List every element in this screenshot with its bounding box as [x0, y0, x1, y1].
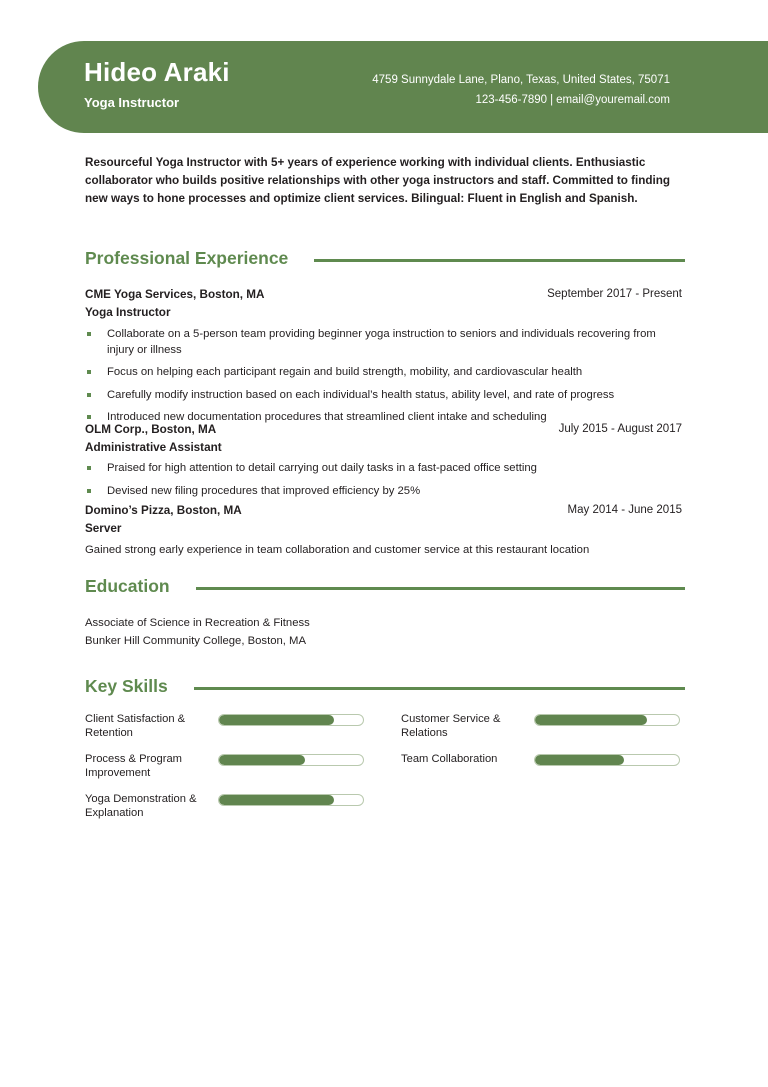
- list-item: [85, 461, 682, 477]
- experience-entry-header: [85, 421, 682, 456]
- section-header-experience: [85, 250, 685, 268]
- experience-entry-header: [85, 502, 682, 537]
- bullet-text: Praised for high attention to detail carrying out daily tasks in a fast-paced office setting: [107, 462, 537, 474]
- skill-label: Team Collaboration: [401, 753, 498, 765]
- bullet-icon: [87, 332, 91, 336]
- list-item: [85, 484, 682, 500]
- bullet-icon: [87, 415, 91, 419]
- skills-column-left: [85, 712, 368, 832]
- skill-row: [85, 712, 368, 742]
- education-degree: Associate of Science in Recreation & Fitness: [85, 617, 310, 629]
- professional-summary: Resourceful Yoga Instructor with 5+ years of experience working with individual clients. Enthusiastic collaborator who builds positive relationships with other yoga instructors and staff. Committed to finding new ways to hone processes and optimize client services. Bilingual: Fluent in English and Spanish.: [85, 156, 671, 205]
- experience-dates: July 2015 - August 2017: [558, 423, 682, 435]
- contact-email[interactable]: email@youremail.com: [556, 94, 670, 107]
- section-title-skills: Key Skills: [85, 676, 168, 696]
- contact-phone: 123-456-7890: [475, 94, 548, 107]
- experience-org: OLM Corp., Boston, MA: [85, 423, 217, 436]
- skill-label: Customer Service & Relations: [401, 713, 501, 740]
- bullet-icon: [87, 393, 91, 397]
- section-divider: [194, 687, 685, 690]
- skill-level-bar: [534, 714, 680, 726]
- list-item: [85, 327, 682, 358]
- list-item: [85, 365, 682, 381]
- contact-info: [372, 70, 670, 110]
- section-divider: [314, 259, 685, 262]
- bullet-text: Introduced new documentation procedures that streamlined client intake and scheduling: [107, 411, 547, 424]
- experience-org: Domino’s Pizza, Boston, MA: [85, 504, 242, 517]
- bullet-icon: [87, 370, 91, 374]
- skill-level-bar: [534, 754, 680, 766]
- list-item: [85, 388, 682, 404]
- skill-level-fill: [219, 715, 334, 725]
- page-title: Hideo Araki: [84, 57, 230, 87]
- skill-label: Yoga Demonstration & Explanation: [85, 793, 197, 820]
- experience-bullets: [85, 461, 682, 499]
- section-divider: [196, 587, 685, 590]
- experience-role: Administrative Assistant: [85, 440, 222, 454]
- experience-org: CME Yoga Services, Boston, MA: [85, 288, 265, 301]
- experience-dates: May 2014 - June 2015: [567, 504, 682, 516]
- experience-bullets: [85, 327, 682, 426]
- experience-entry-header: [85, 286, 682, 321]
- skill-level-fill: [219, 795, 334, 805]
- skill-level-fill: [535, 715, 647, 725]
- section-header-skills: [85, 678, 685, 696]
- skill-level-bar: [218, 714, 364, 726]
- skill-row: [401, 712, 684, 742]
- section-header-education: [85, 578, 685, 596]
- bullet-icon: [87, 489, 91, 493]
- experience-role: Server: [85, 521, 122, 535]
- header-band: [38, 41, 768, 133]
- section-title-education: Education: [85, 576, 170, 596]
- skill-level-fill: [219, 755, 305, 765]
- skill-label: Process & Program Improvement: [85, 753, 182, 780]
- education-school: Bunker Hill Community College, Boston, MA: [85, 635, 307, 648]
- bullet-text: Focus on helping each participant regain and build strength, mobility, and cardiovascular health: [107, 366, 583, 379]
- skill-level-fill: [535, 755, 624, 765]
- bullet-text: Devised new filing procedures that improved efficiency by 25%: [107, 484, 421, 497]
- contact-separator: |: [550, 94, 554, 107]
- section-title-experience: Professional Experience: [85, 248, 289, 268]
- bullet-text: Collaborate on a 5-person team providing beginner yoga instruction to seniors and individuals recovering from injury or illness: [107, 328, 656, 356]
- experience-role: Yoga Instructor: [85, 305, 171, 319]
- skill-row: [85, 792, 368, 822]
- skill-row: [401, 752, 684, 782]
- skills-grid: [85, 712, 685, 832]
- skills-column-right: [401, 712, 684, 832]
- experience-dates: September 2017 - Present: [547, 288, 682, 300]
- skill-level-bar: [218, 754, 364, 766]
- contact-phone-email: [372, 90, 670, 110]
- bullet-icon: [87, 466, 91, 470]
- header-job-title: Yoga Instructor: [84, 94, 180, 110]
- skill-label: Client Satisfaction & Retention: [85, 713, 186, 740]
- skill-row: [85, 752, 368, 782]
- bullet-text: Carefully modify instruction based on each individual’s health status, ability level, and rate of progress: [107, 388, 615, 401]
- header-identity: [84, 58, 230, 110]
- contact-address: 4759 Sunnydale Lane, Plano, Texas, United States, 75071: [372, 74, 670, 86]
- experience-description: Gained strong early experience in team collaboration and customer service at this restaurant location: [85, 544, 590, 556]
- education-entry: [85, 614, 682, 651]
- skill-level-bar: [218, 794, 364, 806]
